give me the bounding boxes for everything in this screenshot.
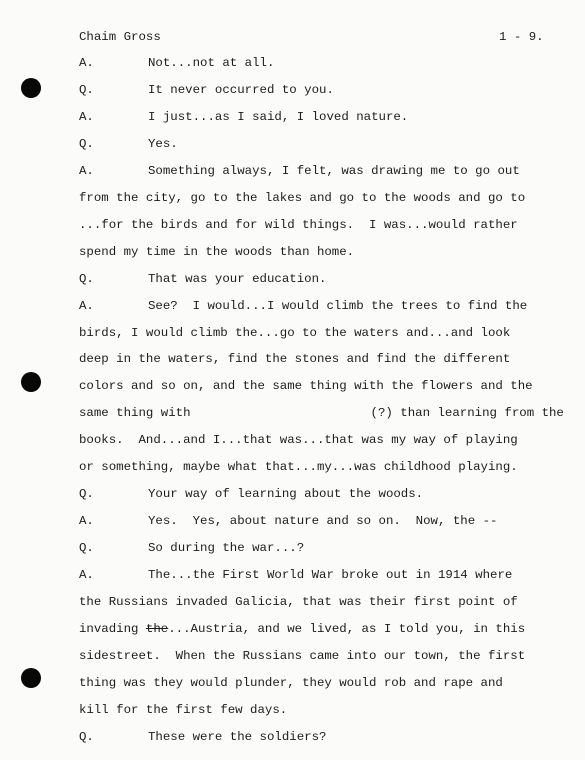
line-text: Yes. Yes, about nature and so on. Now, the --	[148, 514, 498, 528]
speaker-label: Q.	[79, 730, 94, 744]
line-text: ...for the birds and for wild things. I was...would rather	[79, 218, 518, 232]
transcript-line	[79, 190, 525, 206]
transcript-line	[79, 540, 304, 556]
line-text: kill for the first few days.	[79, 703, 288, 717]
line-text: sidestreet. When the Russians came into our town, the first	[79, 649, 526, 663]
transcript-line	[79, 351, 510, 367]
speaker-label: A.	[79, 164, 94, 178]
line-text: Your way of learning about the woods.	[148, 487, 424, 501]
speaker-label: Q.	[79, 83, 94, 97]
line-text: Something always, I felt, was drawing me to go out	[148, 164, 520, 178]
transcript-line	[79, 82, 334, 98]
line-text: I just...as I said, I loved nature.	[148, 110, 409, 124]
transcript-line	[79, 298, 527, 314]
transcript-line	[79, 675, 503, 691]
transcript-line	[79, 325, 510, 341]
interviewee-name: Chaim Gross	[79, 30, 161, 44]
speaker-label: A.	[79, 299, 94, 313]
transcript-line	[79, 648, 525, 664]
line-text: Not...not at all.	[148, 56, 275, 70]
transcript-line	[79, 244, 354, 260]
transcript-line	[79, 378, 533, 394]
line-text: or something, maybe what that...my...was childhood playing.	[79, 460, 518, 474]
transcript-line	[79, 621, 525, 637]
line-text: (?) than learning from the	[370, 406, 564, 420]
line-text: These were the soldiers?	[148, 730, 327, 744]
line-text: thing was they would plunder, they would rob and rape and	[79, 676, 503, 690]
line-text: That was your education.	[148, 272, 327, 286]
transcript-line	[79, 486, 423, 502]
line-text: colors and so on, and the same thing with the flowers and the	[79, 379, 533, 393]
transcript-line	[79, 513, 497, 529]
transcript-line	[79, 271, 326, 287]
line-text: the Russians invaded Galicia, that was their first point of	[79, 595, 518, 609]
transcript-line	[79, 163, 520, 179]
line-text: So during the war...?	[148, 541, 305, 555]
transcript-line	[79, 729, 326, 745]
line-text: books. And...and I...that was...that was my way of playing	[79, 433, 518, 447]
transcript-line	[79, 405, 564, 421]
line-text: It never occurred to you.	[148, 83, 334, 97]
transcript-line	[79, 217, 518, 233]
transcript-line	[79, 702, 287, 718]
speaker-label: A.	[79, 110, 94, 124]
line-text: Yes.	[148, 137, 178, 151]
punch-hole	[21, 78, 41, 98]
line-text: ...Austria, and we lived, as I told you, in this	[168, 622, 526, 636]
speaker-label: A.	[79, 568, 94, 582]
speaker-label: Q.	[79, 541, 94, 555]
transcript-line	[79, 459, 518, 475]
transcript-line	[79, 109, 408, 125]
speaker-label: Q.	[79, 272, 94, 286]
punch-hole	[21, 372, 41, 392]
speaker-label: A.	[79, 56, 94, 70]
line-text: spend my time in the woods than home.	[79, 245, 355, 259]
line-text: from the city, go to the lakes and go to the woods and go to	[79, 191, 526, 205]
line-text: See? I would...I would climb the trees to find the	[148, 299, 528, 313]
transcript-line	[79, 594, 518, 610]
line-text: The...the First World War broke out in 1914 where	[148, 568, 513, 582]
transcript-line	[79, 432, 518, 448]
line-text: invading	[79, 622, 146, 636]
line-text: deep in the waters, find the stones and find the different	[79, 352, 511, 366]
punch-hole	[21, 668, 41, 688]
speaker-label: A.	[79, 514, 94, 528]
page-number: 1 - 9.	[499, 30, 544, 44]
speaker-label: Q.	[79, 137, 94, 151]
transcript-line	[79, 55, 274, 71]
transcript-line	[79, 567, 512, 583]
transcript-line	[79, 136, 178, 152]
struck-text: the	[145, 622, 169, 636]
speaker-label: Q.	[79, 487, 94, 501]
line-text: birds, I would climb the...go to the waters and...and look	[79, 326, 511, 340]
line-text: same thing with	[79, 406, 191, 420]
